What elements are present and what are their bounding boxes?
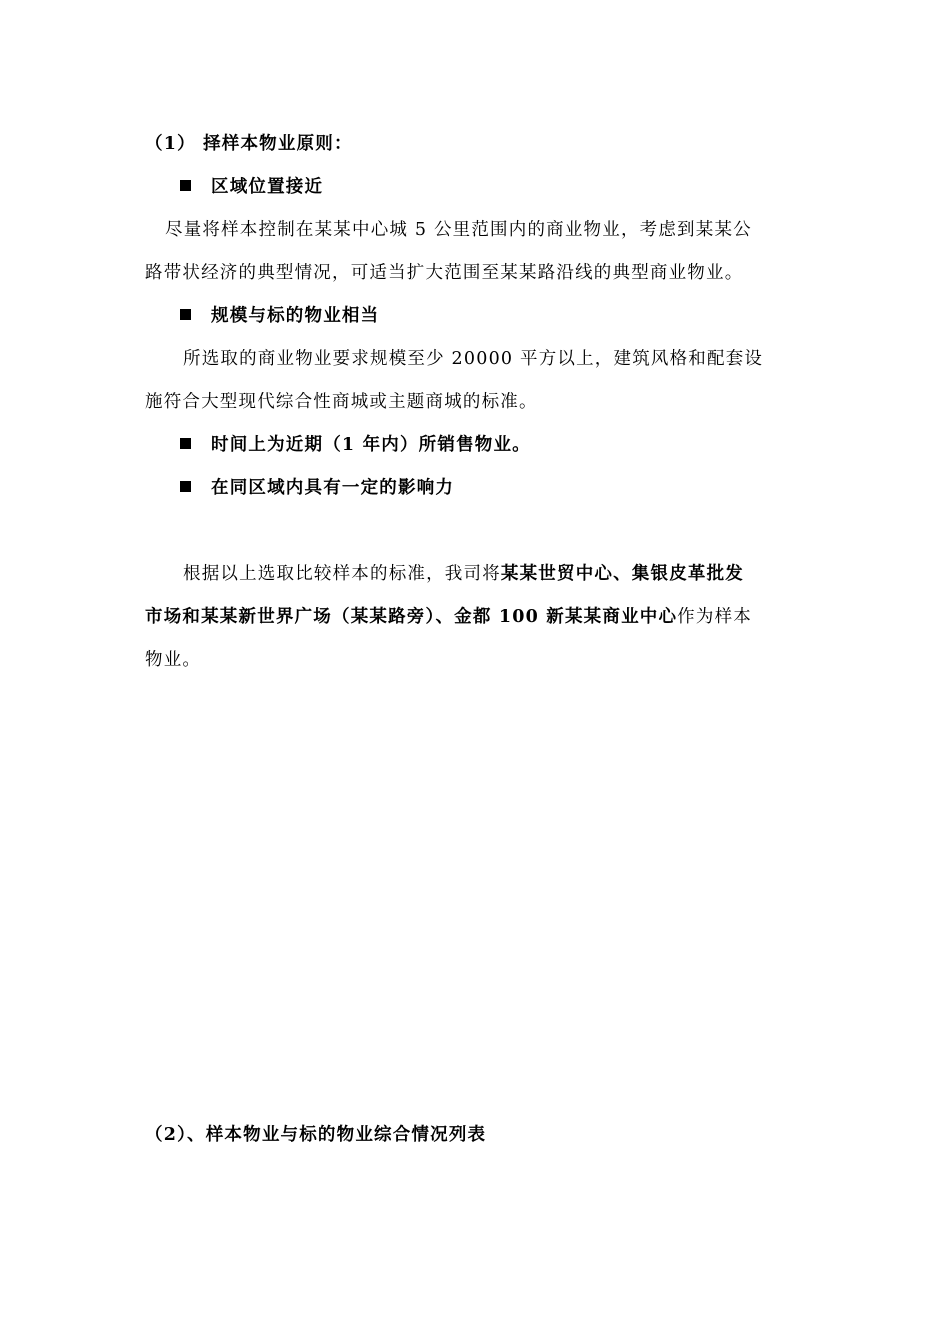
square-bullet-icon	[180, 438, 191, 449]
conclusion-line-3: 物业。	[145, 650, 202, 670]
body-text-line: 所选取的商业物业要求规模至少 20000 平方以上，建筑风格和配套设	[183, 349, 764, 369]
bullet-title: 时间上为近期（1 年内）所销售物业。	[211, 435, 531, 455]
conclusion-line-2	[145, 605, 810, 629]
section1-heading: （1） 择样本物业原则：	[145, 134, 353, 154]
conclusion-text: 根据以上选取比较样本的标准，我司将	[183, 564, 501, 584]
square-bullet-icon	[180, 309, 191, 320]
body-text-line: 尽量将样本控制在某某中心城 5 公里范围内的商业物业，考虑到某某公	[165, 220, 752, 240]
bullet-title: 在同区域内具有一定的影响力	[211, 478, 455, 498]
bullet-title: 区域位置接近	[211, 177, 324, 197]
bullet-title: 规模与标的物业相当	[211, 306, 380, 326]
bullet-item-scale	[180, 304, 845, 328]
bullet-item-time	[180, 433, 845, 457]
conclusion-bold-text: 某某世贸中心、集银皮革批发	[500, 564, 745, 584]
conclusion-text: 作为样本	[677, 607, 752, 627]
bullet-item-location	[180, 175, 845, 199]
body-text-line: 路带状经济的典型情况，可适当扩大范围至某某路沿线的典型商业物业。	[145, 263, 744, 283]
section2-heading: （2）、样本物业与标的物业综合情况列表	[145, 1125, 487, 1145]
bullet-item-influence	[180, 476, 845, 500]
square-bullet-icon	[180, 180, 191, 191]
body-text-line: 施符合大型现代综合性商城或主题商城的标准。	[145, 392, 538, 412]
conclusion-line-1	[183, 562, 848, 586]
square-bullet-icon	[180, 481, 191, 492]
conclusion-bold-text: 市场和某某新世界广场（某某路旁）、金都 100 新某某商业中心	[145, 607, 678, 627]
